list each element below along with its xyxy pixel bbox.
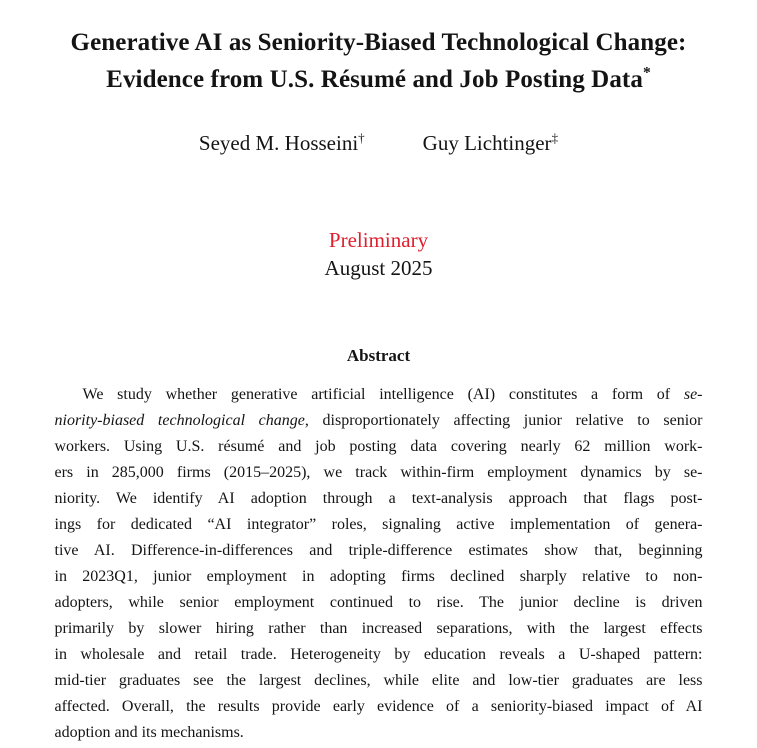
abstract-line (55, 434, 703, 460)
abstract-text: ers in 285,000 firms (2015–2025), we track within-firm employment dynamics by se- (54, 464, 703, 481)
abstract-text: workers. Using U.S. résumé and job posting data covering nearly 62 million work- (54, 438, 703, 455)
abstract-text: in wholesale and retail trade. Heterogeneity by education reveals a U-shaped pattern: (54, 646, 703, 663)
abstract-text: primarily by slower hiring rather than increased separations, with the largest effects (54, 620, 703, 637)
abstract-text: mid-tier graduates see the largest declines, while elite and low-tier graduates are less (54, 672, 703, 689)
paper-title-line2-text: Evidence from U.S. Résumé and Job Posting Data (106, 66, 643, 93)
publication-date: August 2025 (324, 256, 433, 280)
paper-title (0, 24, 757, 98)
abstract-line (55, 408, 703, 434)
status-preliminary: Preliminary (328, 228, 429, 252)
abstract-text-italic: se- (683, 386, 703, 403)
author-footnote-marker: † (358, 130, 365, 145)
abstract-line (55, 486, 703, 512)
paper-title-line2 (0, 61, 757, 98)
author-name: Seyed M. Hosseini† (198, 130, 365, 155)
abstract-text: niority. We identify AI adoption through a text-analysis approach that flags post- (54, 490, 703, 507)
title-footnote-marker: * (642, 64, 651, 82)
abstract-text: adopters, while senior employment continued to rise. The junior decline is driven (54, 594, 703, 611)
abstract-line (55, 460, 703, 486)
abstract-line (55, 564, 703, 590)
abstract-line (55, 694, 703, 720)
abstract-text: , disproportionately affecting junior relative to senior (304, 412, 703, 429)
abstract-line (55, 720, 703, 746)
abstract-heading: Abstract (346, 346, 411, 365)
author-footnote-marker: ‡ (551, 130, 559, 145)
abstract-text: in 2023Q1, junior employment in adopting firms declined sharply relative to non- (54, 568, 703, 585)
abstract-text: We study whether generative artificial intelligence (AI) constitutes a form of (82, 386, 684, 403)
abstract-text: affected. Overall, the results provide early evidence of a seniority-biased impact of AI (54, 698, 703, 715)
abstract-section (0, 346, 757, 746)
abstract-line (55, 382, 703, 408)
abstract-text: adoption and its mechanisms. (54, 724, 244, 741)
abstract-line (55, 616, 703, 642)
abstract-line (55, 642, 703, 668)
authors-row (0, 130, 757, 157)
abstract-body (55, 382, 703, 746)
abstract-line (55, 590, 703, 616)
abstract-text: tive AI. Difference-in-differences and triple-difference estimates show that, beginning (54, 542, 703, 559)
abstract-line (55, 668, 703, 694)
abstract-text-italic: niority-biased technological change (54, 412, 305, 429)
paper-title-line1: Generative AI as Seniority-Biased Technological Change: (70, 29, 687, 56)
abstract-line (55, 538, 703, 564)
abstract-text: ings for dedicated “AI integrator” roles, signaling active implementation of genera- (54, 516, 703, 533)
author-name: Guy Lichtinger‡ (422, 130, 559, 155)
abstract-line (55, 512, 703, 538)
